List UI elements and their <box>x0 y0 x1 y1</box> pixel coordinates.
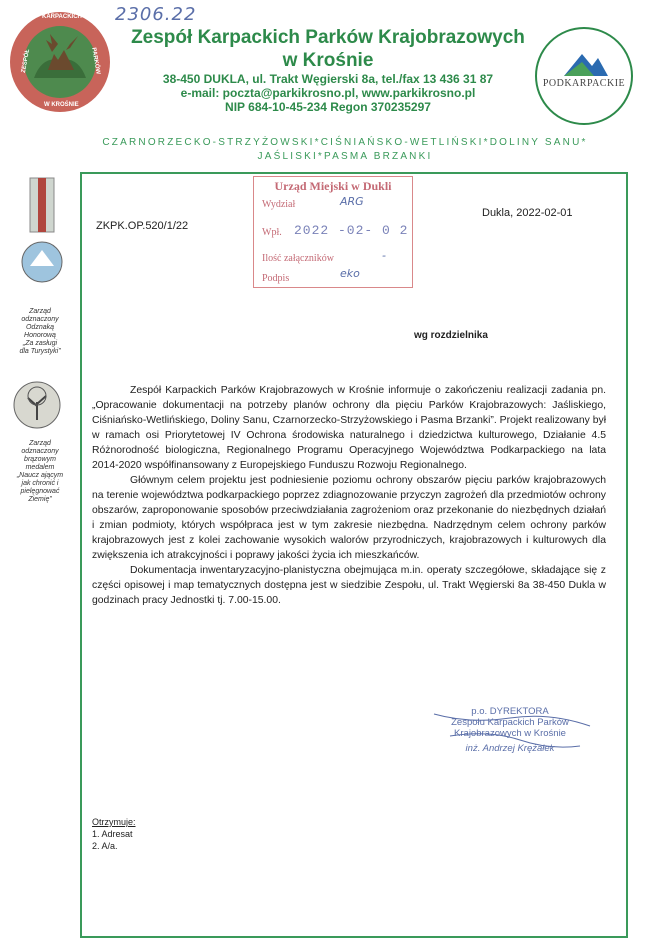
caption-line: jak chronić i <box>21 480 59 487</box>
stamp-attachments-value: - <box>382 249 386 262</box>
letter-body <box>92 383 606 608</box>
logo-text-top: KARPACKICH <box>42 14 82 20</box>
caption-line: Zarząd <box>29 440 51 447</box>
caption-line: brązowym <box>24 456 56 463</box>
signature-line-2: Zespołu Karpackich Parków <box>451 717 569 728</box>
tree-medal-icon <box>12 380 62 430</box>
caption-line: „Za zasługi <box>22 340 58 347</box>
caption-line: Zarząd <box>29 308 51 315</box>
caption-line: pielęgnować <box>20 488 60 495</box>
stamp-received-date: 2022 -02- 0 2 <box>294 223 409 238</box>
reference-number: ZKPK.OP.520/1/22 <box>96 220 189 232</box>
organization-logo <box>8 10 112 114</box>
logo-text-bottom: W KROŚNIE <box>44 102 79 108</box>
regions-line-2: JAŚLISKI*PASMA BRZANKI <box>257 151 433 162</box>
recipient-item: 2. A/a. <box>92 841 118 851</box>
stamp-department-label: Wydział <box>262 199 296 210</box>
signature-line-4: inż. Andrzej Krężałek <box>465 743 555 754</box>
handwritten-signature-icon <box>430 706 600 756</box>
caption-line: Odznaką <box>25 324 55 331</box>
caption-line: „Naucz ającym <box>16 472 64 479</box>
recipient-item: 1. Adresat <box>92 829 133 839</box>
medal-2-caption <box>4 440 76 504</box>
recipient: wg rozdzielnika <box>414 330 488 341</box>
caption-line: medalem <box>25 464 55 471</box>
signature-line-3: Krajobrazowych w Krośnie <box>454 728 566 739</box>
medal-1 <box>18 176 66 288</box>
body-paragraph-1: Zespół Karpackich Parków Krajobrazowych w Krośnie informuje o zakończeniu realizacji zadania pn. „Opracowanie dokumentacji na potrzeby planów ochrony dla pięciu Parków Krajobrazowych: Jaśliskiego, Ciśniańsko-Wetlińskiego, Doliny Sanu, Czarnorzecko-Strzyżowskiego i Pasma Brzanki”. Projekt realizowany był w ramach osi Priorytetowej IV Ochrona środowiska naturalnego i dziedzictwa kulturowego, Działanie 4.5 Różnorodność biologiczna, Regionalnego Programu Operacyjnego Województwa Podkarpackiego na lata 2014-2020 współfinansowany z Europejskiego Funduszu Rozwoju Regionalnego. <box>92 385 606 471</box>
stamp-received-label: Wpł. <box>262 227 282 238</box>
caption-line: Ziemię” <box>28 496 52 503</box>
caption-line: dla Turystyki” <box>19 348 61 355</box>
stamp-signature-label: Podpis <box>262 273 290 284</box>
contact-line: e-mail: poczta@parkikrosno.pl, www.parkikrosno.pl <box>180 86 476 100</box>
podkarpackie-label: PODKARPACKIE <box>542 78 626 89</box>
recipients-heading: Otrzymuje: <box>92 817 136 827</box>
body-paragraph-3: Dokumentacja inwentaryzacyjno-planistyczna obejmująca m.in. operaty szczegółowe, składające się z części opisowej i map tematycznych dostępna jest w siedzibie Zespołu, ul. Trakt Węgierski 8a 38-450 Dukla w godzinach pracy Jednostki tj. 7.00-15.00. <box>92 565 606 606</box>
logo-text-left: ZESPÓŁ <box>20 48 32 74</box>
stamp-title: Urząd Miejski w Dukli <box>274 179 392 193</box>
caption-line: odznaczony <box>21 316 59 323</box>
caption-line: Honorową <box>24 332 56 339</box>
logo-text-right: PARKÓW <box>90 47 101 75</box>
ids-line: NIP 684-10-45-234 Regon 370235297 <box>225 100 431 114</box>
medal-2 <box>12 380 62 430</box>
registry-stamp <box>253 176 413 288</box>
stamp-department-value: ARG <box>340 195 364 208</box>
body-paragraph-2: Głównym celem projektu jest podniesienie poziomu ochrony obszarów pięciu parków krajobrazowych na terenie województwa podkarpackiego poprzez zdiagnozowanie przyczyn zagrożeń dla przedmiotów ochrony obszarów, zaproponowanie sposobów przeciwdziałania zagrożeniom oraz przekonanie do niezbędnych działań i zmian podmioty, których współpraca jest w tym zakresie niezbędna. Nadrzędnym celem ochrony parków krajobrazowych jest z kolei zachowanie wysokich walorów przyrodniczych, krajobrazowych i kulturowych dla zwiększenia ich atrakcyjności i poprawy jakości życia ich mieszkańców. <box>92 475 606 561</box>
letter-date: Dukla, 2022-02-01 <box>482 207 573 219</box>
medal-1-caption <box>4 308 76 356</box>
mountain-logo-icon <box>534 26 634 126</box>
signature-line-1: p.o. DYREKTORA <box>471 706 549 717</box>
recipients-list <box>92 816 136 852</box>
medal-ribbon-icon <box>18 176 66 288</box>
title-line-1: Zespół Karpackich Parków Krajobrazowych <box>131 27 525 48</box>
handwritten-number: 2306.22 <box>115 4 197 25</box>
stamp-signature-value: eko <box>340 267 360 280</box>
stamp-attachments-label: Ilość załączników <box>262 253 334 264</box>
podkarpackie-logo <box>534 26 634 126</box>
organization-name <box>118 26 538 72</box>
regions-line-1: CZARNORZECKO-STRZYŻOWSKI*CIŚNIAŃSKO-WETLIŃSKI*DOLINY SANU* <box>102 137 588 148</box>
title-line-2: w Krośnie <box>282 50 374 71</box>
caption-line: odznaczony <box>21 448 59 455</box>
address-line: 38-450 DUKLA, ul. Trakt Węgierski 8a, tel./fax 13 436 31 87 <box>162 72 494 86</box>
